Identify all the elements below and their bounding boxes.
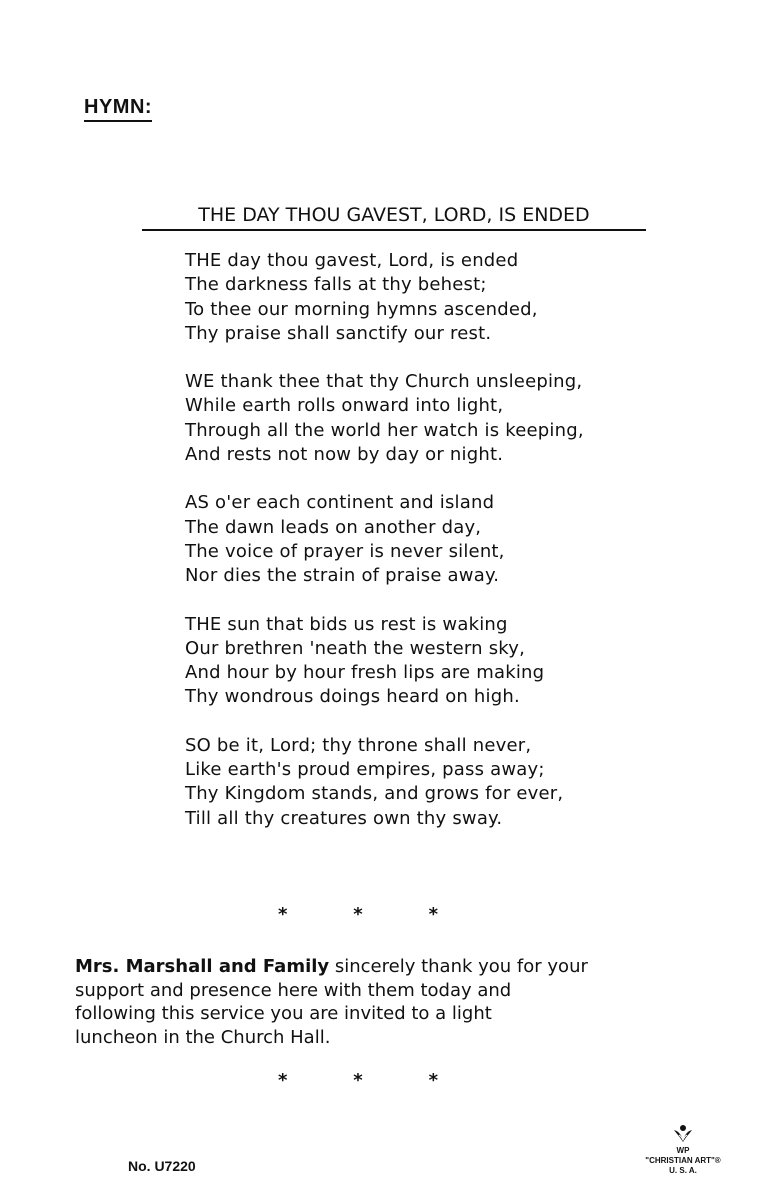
verse-2 xyxy=(185,370,584,467)
publisher-mark xyxy=(628,1124,738,1176)
verse-line: The dawn leads on another day, xyxy=(185,516,482,538)
verse-line: Thy Kingdom stands, and grows for ever, xyxy=(185,783,564,805)
verse-line: And rests not now by day or night. xyxy=(185,444,504,466)
verse-first-word: AS xyxy=(185,492,210,514)
verse-line: Nor dies the strain of praise away. xyxy=(185,565,500,587)
asterisk: * xyxy=(278,1070,288,1091)
verse-first-word: THE xyxy=(185,250,222,271)
verse-line-text: o'er each continent and island xyxy=(209,492,495,514)
verse-line xyxy=(185,370,584,394)
verse-line-text: sun that bids us rest is waking xyxy=(221,613,508,635)
asterism-separator xyxy=(278,904,438,925)
verse-line xyxy=(185,613,584,637)
verse-line-text: thank thee that thy Church unsleeping, xyxy=(214,371,583,393)
verse-4 xyxy=(185,613,584,710)
verse-line: To thee our morning hymns ascended, xyxy=(185,298,538,320)
publisher-brand: "CHRISTIAN ART"® xyxy=(645,1156,721,1165)
verse-line: Thy wondrous doings heard on high. xyxy=(185,686,520,708)
verse-1 xyxy=(185,249,584,346)
verse-line: And hour by hour fresh lips are making xyxy=(185,662,545,684)
verse-line-text: be it, Lord; thy throne shall never, xyxy=(211,734,532,756)
publisher-country: U. S. A. xyxy=(669,1166,697,1175)
thank-you-note xyxy=(75,955,715,1049)
hymn-verses xyxy=(185,249,584,855)
catalog-number: No. U7220 xyxy=(128,1158,196,1174)
verse-line xyxy=(185,249,584,273)
note-line: luncheon in the Church Hall. xyxy=(75,1026,331,1048)
verse-line: The darkness falls at thy behest; xyxy=(185,274,487,296)
note-line: support and presence here with them today and xyxy=(75,979,512,1001)
family-name: Mrs. Marshall and Family xyxy=(75,956,330,977)
verse-line xyxy=(185,734,584,758)
verse-3 xyxy=(185,491,584,588)
verse-5 xyxy=(185,734,584,831)
asterisk: * xyxy=(428,1070,438,1091)
note-line: following this service you are invited to a light xyxy=(75,1003,492,1024)
verse-line: Our brethren 'neath the western sky, xyxy=(185,637,526,659)
verse-first-word: SO xyxy=(185,734,211,756)
verse-line: The voice of prayer is never silent, xyxy=(185,540,505,562)
note-text: sincerely thank you for your xyxy=(329,956,588,977)
section-label: HYMN: xyxy=(84,96,152,122)
verse-line: While earth rolls onward into light, xyxy=(185,395,504,417)
verse-line xyxy=(185,491,584,515)
verse-first-word: WE xyxy=(185,371,215,393)
verse-first-word: THE xyxy=(185,613,222,635)
asterisk: * xyxy=(353,1070,363,1091)
hymn-title: THE DAY THOU GAVEST, LORD, IS ENDED xyxy=(142,203,646,231)
verse-line: Thy praise shall sanctify our rest. xyxy=(185,322,492,344)
asterisk: * xyxy=(278,904,288,925)
verse-line: Through all the world her watch is keeping, xyxy=(185,419,584,441)
publisher-logo-icon xyxy=(670,1124,696,1146)
publisher-logo-text: WP xyxy=(676,1146,690,1155)
verse-line: Till all thy creatures own thy sway. xyxy=(185,807,503,829)
asterisk: * xyxy=(353,904,363,925)
verse-line-text: day thou gavest, Lord, is ended xyxy=(221,250,519,271)
note-line xyxy=(75,955,715,979)
asterisk: * xyxy=(428,904,438,925)
asterism-separator xyxy=(278,1070,438,1091)
verse-line: Like earth's proud empires, pass away; xyxy=(185,759,545,781)
